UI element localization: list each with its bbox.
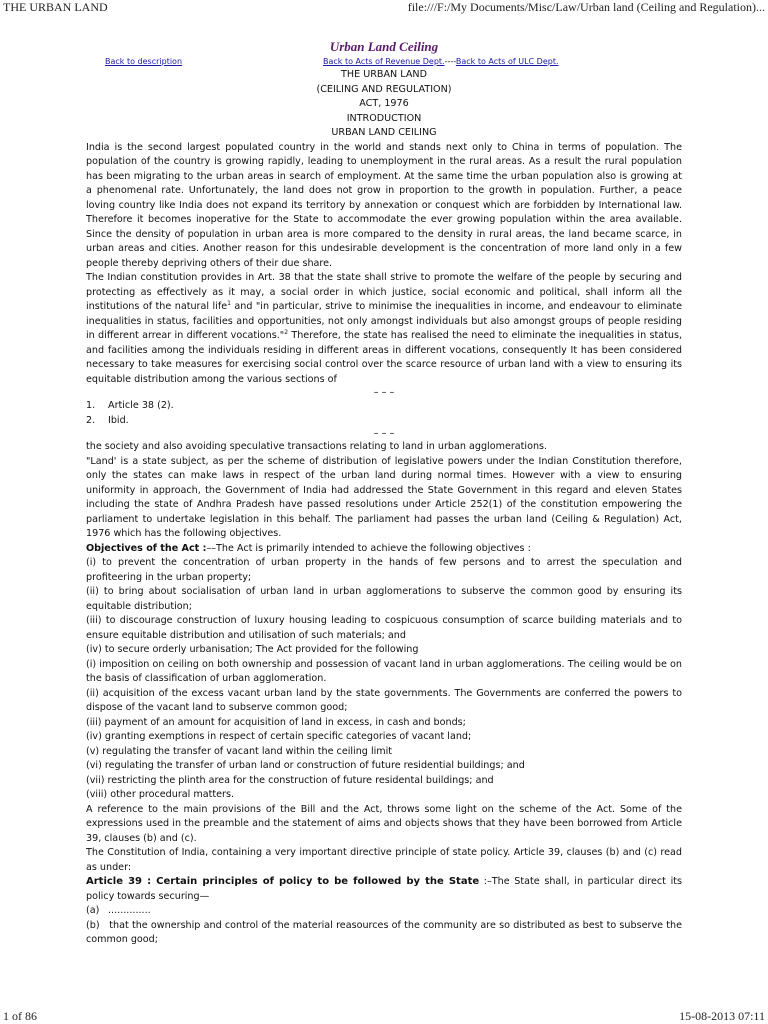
nav-separator: ---- [444, 57, 456, 66]
footnote-ref: 2 [284, 328, 289, 336]
article-39-heading: Article 39 : Certain principles of policy to be followed by the State [86, 876, 480, 887]
paragraph-land-state-subject: "Land' is a state subject, as per the scheme of distribution of legislative powers under the Indian Constitution therefore, only the states can make laws in respect of the urban land during normal times. However with a view to ensuring uniformity in approach, the Government of India had addressed the State Government in this regard and eleven States including the state of Andhra Pradesh have passed resolutions under Article 252(1) of the constitution empowering the parliament to undertake legislation in this behalf. The parliament had passes the urban land (Ceiling & Regulation) Act, 1976 which has the following objectives. [86, 455, 682, 539]
provision-item: (vi) regulating the transfer of urban land or construction of future residential buildings; and [86, 760, 525, 771]
footnote-number: 2. [86, 414, 96, 426]
objectives-label: Objectives of the Act : [86, 542, 207, 554]
document-body [86, 38, 682, 948]
article-39-paragraph [86, 875, 682, 904]
paragraph-bill-reference: A reference to the main provisions of the Bill and the Act, throws some light on the scheme of the Act. Some of the expressions used in the preamble and the statement of aims and objects shows that they have been borrowed from Article 39, clauses (b) and (c). [86, 803, 682, 844]
heading-line: THE URBAN LAND [341, 69, 427, 80]
para-text: Therefore, the state has realised the need to eliminate the inequalities in status, and facilities among the individuals residing in different areas in different vocations, consequently It has been considered necessary to take measures for exercising social control over the scarce resource of urban land with a view to ensuring its equitable distribution among the various sections of [86, 330, 682, 385]
objective-item: (iii) to discourage construction of luxury housing leading to cospicuous consumption of scarce building materials and to ensure equitable distribution and utilisation of such materials; and [86, 615, 682, 641]
clause-label: (b) [86, 919, 100, 931]
footnote-ref: 1 [227, 299, 231, 307]
article-39-intro: :–The State shall, in particular direct its policy towards securing— [86, 876, 682, 902]
objective-item: (iv) to secure orderly urbanisation; The Act provided for the following [86, 644, 419, 655]
act-heading [86, 68, 682, 141]
nav-group [323, 56, 559, 68]
objective-item: (i) to prevent the concentration of urban property in the hands of few persons and to arrest the speculation and profiteering in the urban property; [86, 557, 682, 583]
footnote [86, 399, 682, 414]
clause-label: (a) [86, 905, 100, 916]
page-count: 1 of 86 [3, 1009, 37, 1023]
separator: – – – [373, 428, 395, 439]
heading-line: (CEILING AND REGULATION) [316, 83, 452, 95]
provision-item: (iv) granting exemptions in respect of certain specific categories of vacant land; [86, 731, 472, 742]
provision-item: (v) regulating the transfer of vacant land within the ceiling limit [86, 745, 393, 757]
print-footer [0, 1009, 768, 1023]
header-file-path: file:///F:/My Documents/Misc/Law/Urban land (Ceiling and Regulation)... [407, 0, 765, 14]
provision-item: (iii) payment of an amount for acquisition of land in excess, in cash and bonds; [86, 716, 466, 728]
provision-item: (i) imposition on ceiling on both ownership and possession of vacant land in urban agglomerations. The ceiling would be on the basis of classification of urban agglomeration. [86, 658, 682, 684]
footnote [86, 414, 682, 429]
print-timestamp: 15-08-2013 07:11 [679, 1009, 765, 1023]
clause-b [86, 919, 682, 948]
heading-line: INTRODUCTION [346, 112, 422, 124]
paragraph-continuation: the society and also avoiding speculative transactions relating to land in urban agglomerations. [86, 441, 548, 452]
objectives-heading [86, 542, 682, 557]
clause-text: .............. [108, 905, 151, 916]
back-to-revenue-acts-link[interactable]: Back to Acts of Revenue Dept. [323, 57, 445, 66]
footnote-text: Article 38 (2). [108, 400, 174, 411]
provision-item: (viii) other procedural matters. [86, 789, 235, 800]
para-text: and "in particular, strive to minimise the inequalities in income, and endeavour to eliminate inequalities in status, facilities and opportunities, not only amongst individuals but also amongst groups of people residing in different arrear in different vocations." [86, 301, 682, 341]
footnote-text: Ibid. [108, 414, 129, 426]
para-text: The Indian constitution provides in Art. 38 that the state shall strive to promote the welfare of the people by securing and protecting as effectively as it may, a social order in which justice, social economic and political, shall inform all the institutions of the natural life [86, 272, 682, 312]
header-title: THE URBAN LAND [3, 0, 108, 14]
clause-text: that the ownership and control of the material reasources of the community are so distributed as best to subserve the common good; [86, 919, 682, 945]
objectives-intro: ––The Act is primarily intended to achieve the following objectives : [206, 542, 531, 554]
footnote-number: 1. [86, 400, 96, 411]
paragraph-article-38 [86, 271, 682, 387]
paragraph-constitution: The Constitution of India, containing a very important directive principle of state policy. Article 39, clauses (b) and (c) read as under: [86, 847, 682, 873]
heading-line: ACT, 1976 [359, 98, 409, 109]
separator: – – – [373, 387, 395, 398]
print-header [0, 0, 768, 14]
navigation-links [86, 56, 682, 68]
provision-item: (vii) restricting the plinth area for the construction of future residental buildings; and [86, 774, 494, 786]
heading-line: URBAN LAND CEILING [331, 127, 437, 138]
paragraph-intro: India is the second largest populated country in the world and stands next only to China in terms of population. The population of the country is growing rapidly, leading to unemployment in the rural areas. As a result the rural population has been migrating to the urban areas in search of employment. At the same time the urban population also is growing at a phenomenal rate. Unfortunately, the land does not grow in proportion to the growth in population. Further, a peace loving country like India does not expand its territory by annexation or conquest which are forbidden by International law. Therefore it becomes inoperative for the State to accommodate the ever growing population within the area available. Since the density of population in urban area is more compared to the density in rural areas, the land became scarce, in urban areas and cities. Another reason for this undesirable development is the concentration of more land only in a few people thereby depriving others of their due share. [86, 141, 682, 269]
back-to-ulc-acts-link[interactable]: Back to Acts of ULC Dept. [455, 57, 559, 66]
back-to-description-link[interactable]: Back to description [105, 57, 183, 66]
provision-item: (ii) acquisition of the excess vacant urban land by the state governments. The Governments are conferred the powers to dispose of the vacant land to subserve common good; [86, 687, 682, 713]
objective-item: (ii) to bring about socialisation of urban land in urban agglomerations to subserve the common good by ensuring its equitable distribution; [86, 586, 682, 612]
document-title: Urban Land Ceiling [329, 39, 439, 54]
clause-a [86, 904, 682, 919]
